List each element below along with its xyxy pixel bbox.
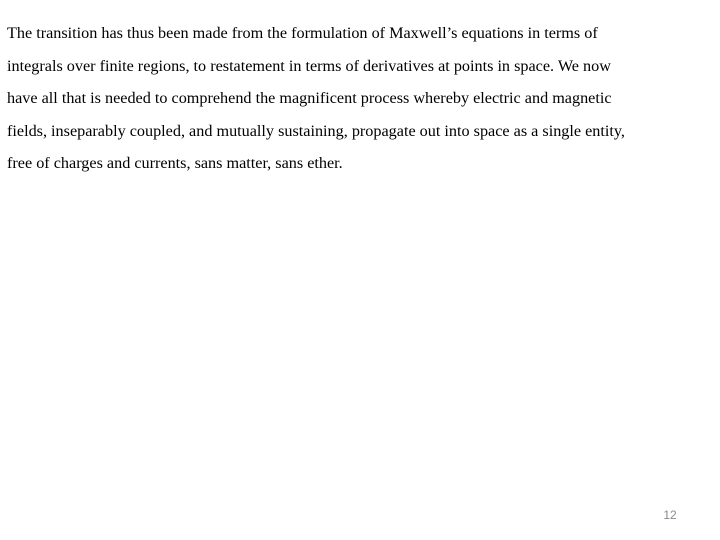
paragraph-line-1: The transition has thus been made from the formulation of Maxwell’s equations in terms of	[7, 24, 598, 42]
paragraph-line-3: have all that is needed to comprehend the magnificent process whereby electric and magnetic	[7, 89, 612, 107]
page-number: 12	[663, 508, 677, 522]
paragraph-line-5: free of charges and currents, sans matter, sans ether.	[7, 154, 343, 172]
body-paragraph	[7, 17, 697, 180]
paragraph-line-2: integrals over finite regions, to restatement in terms of derivatives at points in space. We now	[7, 56, 611, 75]
paragraph-line-4: fields, inseparably coupled, and mutually sustaining, propagate out into space as a single entity,	[7, 121, 625, 140]
